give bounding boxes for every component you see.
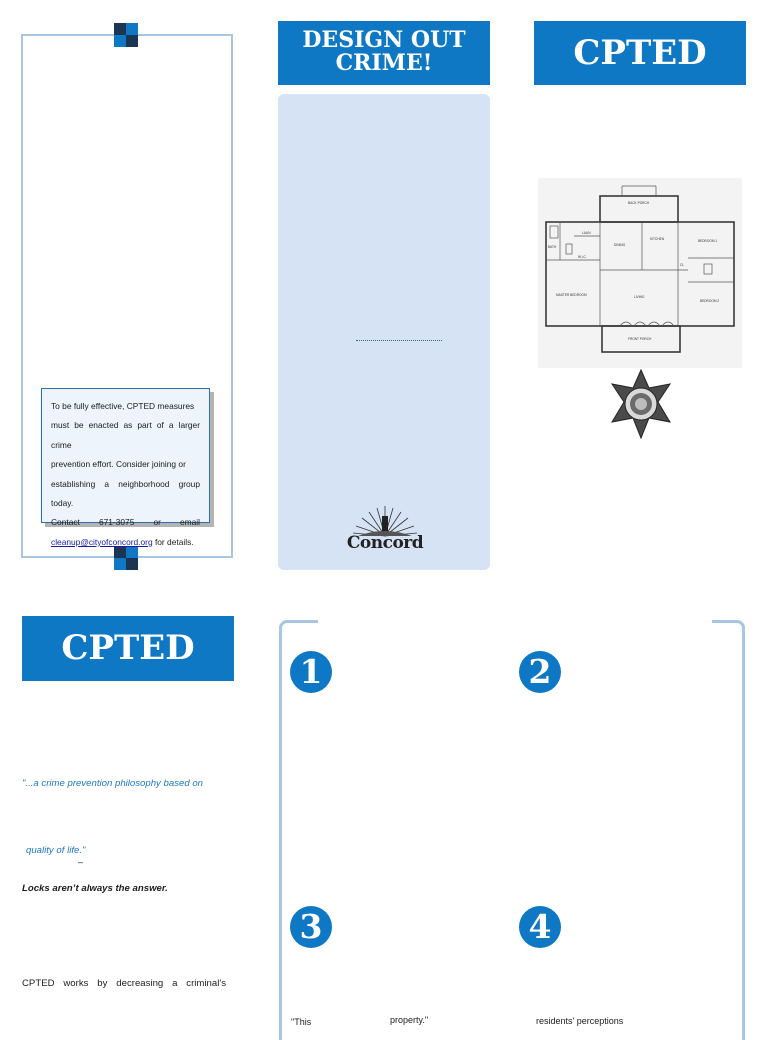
info-line: To be fully effective, CPTED measures — [51, 401, 195, 411]
room-label: BACK PORCH — [628, 201, 650, 205]
cpted-inside-banner — [22, 616, 234, 681]
cpted-body-text: CPTED works by decreasing a criminal's — [22, 978, 226, 989]
step-1-badge: 1 — [290, 651, 332, 693]
banner-line: CRIME! — [335, 50, 433, 76]
info-line: must be enacted as part of a larger crime — [51, 420, 200, 450]
partial-quote-left: "This — [291, 1017, 312, 1027]
info-line: Contact 671-3075 or email — [51, 517, 200, 528]
room-label: W.I.C. — [578, 255, 587, 259]
room-label: BEDROOM 2 — [700, 299, 720, 303]
middle-panel — [278, 94, 490, 570]
banner-line: DESIGN OUT — [302, 27, 466, 53]
locks-heading: Locks aren’t always the answer. — [22, 883, 168, 894]
info-line: prevention effort. Consider joining or — [51, 459, 186, 470]
inside-title: CPTED — [61, 628, 195, 668]
police-badge-icon — [606, 368, 676, 440]
design-out-crime-banner — [278, 21, 490, 85]
info-box — [41, 388, 210, 547]
numbered-panel-frame — [279, 620, 745, 1040]
checker-ornament-top — [114, 23, 138, 47]
floor-plan-image — [538, 178, 742, 368]
frame-top-gap — [318, 616, 712, 626]
info-line: establishing a neighborhood group today. — [51, 478, 200, 509]
partial-text-right: residents' perceptions — [536, 1016, 624, 1026]
room-label: MASTER BEDROOM — [556, 293, 587, 297]
step-4-badge: 4 — [519, 906, 561, 948]
definition-quote-end: quality of life." — [26, 845, 86, 856]
info-email-line — [51, 533, 200, 552]
room-label: KITCHEN — [650, 237, 664, 241]
room-label: FRONT PORCH — [628, 337, 652, 341]
step-3-badge: 3 — [290, 906, 332, 948]
room-label: BATH — [548, 245, 557, 249]
room-label: LAUN — [582, 231, 591, 235]
room-label: CL — [680, 263, 685, 267]
info-email-suffix: for details. — [152, 536, 194, 547]
partial-quote-middle: property." — [390, 1015, 429, 1025]
email-link[interactable]: cleanup@cityofconcord.org — [51, 536, 153, 547]
concord-logo-text: Concord — [346, 533, 424, 553]
room-label: BEDROOM 1 — [698, 239, 718, 243]
quote-dash: – — [78, 857, 84, 867]
cpted-cover-banner — [534, 21, 746, 85]
dotted-line — [356, 340, 442, 341]
cover-title: CPTED — [573, 33, 707, 73]
room-label: LIVING — [634, 295, 645, 299]
step-2-badge: 2 — [519, 651, 561, 693]
room-label: DINING — [614, 243, 626, 247]
definition-quote-start: "...a crime prevention philosophy based on — [22, 778, 203, 789]
